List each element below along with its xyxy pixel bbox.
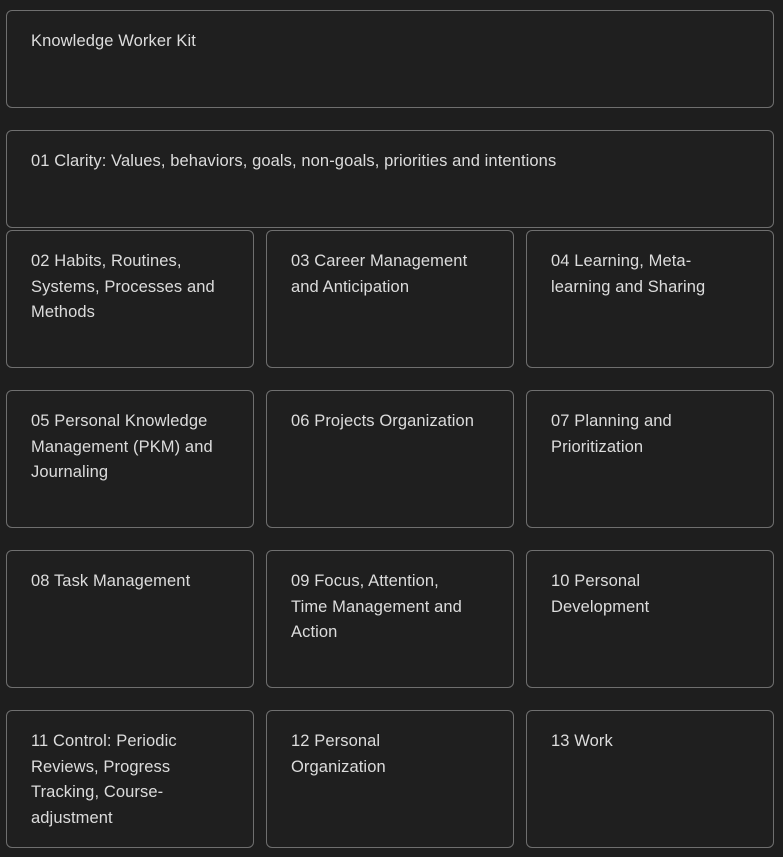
card-personal-organization[interactable]	[266, 710, 514, 848]
card-label: 03 Career Management and Anticipation	[291, 252, 468, 296]
card-label: 06 Projects Organization	[291, 412, 475, 430]
card-task-management[interactable]	[6, 550, 254, 688]
card-habits-routines[interactable]	[6, 230, 254, 368]
card-work[interactable]	[526, 710, 774, 848]
card-pkm-journaling[interactable]	[6, 390, 254, 528]
card-focus-attention[interactable]	[266, 550, 514, 688]
card-label: 02 Habits, Routines, Systems, Processes and Methods	[31, 252, 215, 321]
card-label: 04 Learning, Meta-learning and Sharing	[551, 252, 706, 296]
card-clarity[interactable]	[6, 130, 774, 228]
card-projects-organization[interactable]	[266, 390, 514, 528]
card-label: 08 Task Management	[31, 572, 191, 590]
card-label: 07 Planning and Prioritization	[551, 412, 672, 456]
card-label: 01 Clarity: Values, behaviors, goals, non-goals, priorities and intentions	[31, 152, 557, 170]
card-label: 11 Control: Periodic Reviews, Progress Tracking, Course-adjustment	[31, 732, 177, 827]
card-learning[interactable]	[526, 230, 774, 368]
card-planning-prioritization[interactable]	[526, 390, 774, 528]
card-label: 09 Focus, Attention, Time Management and Action	[291, 572, 462, 641]
card-label: 12 Personal Organization	[291, 732, 386, 776]
card-control-reviews[interactable]	[6, 710, 254, 848]
card-career-management[interactable]	[266, 230, 514, 368]
card-label: Knowledge Worker Kit	[31, 32, 196, 50]
card-label: 13 Work	[551, 732, 613, 750]
card-personal-development[interactable]	[526, 550, 774, 688]
card-knowledge-worker-kit[interactable]	[6, 10, 774, 108]
card-label: 05 Personal Knowledge Management (PKM) and Journaling	[31, 412, 213, 481]
card-label: 10 Personal Development	[551, 572, 650, 616]
